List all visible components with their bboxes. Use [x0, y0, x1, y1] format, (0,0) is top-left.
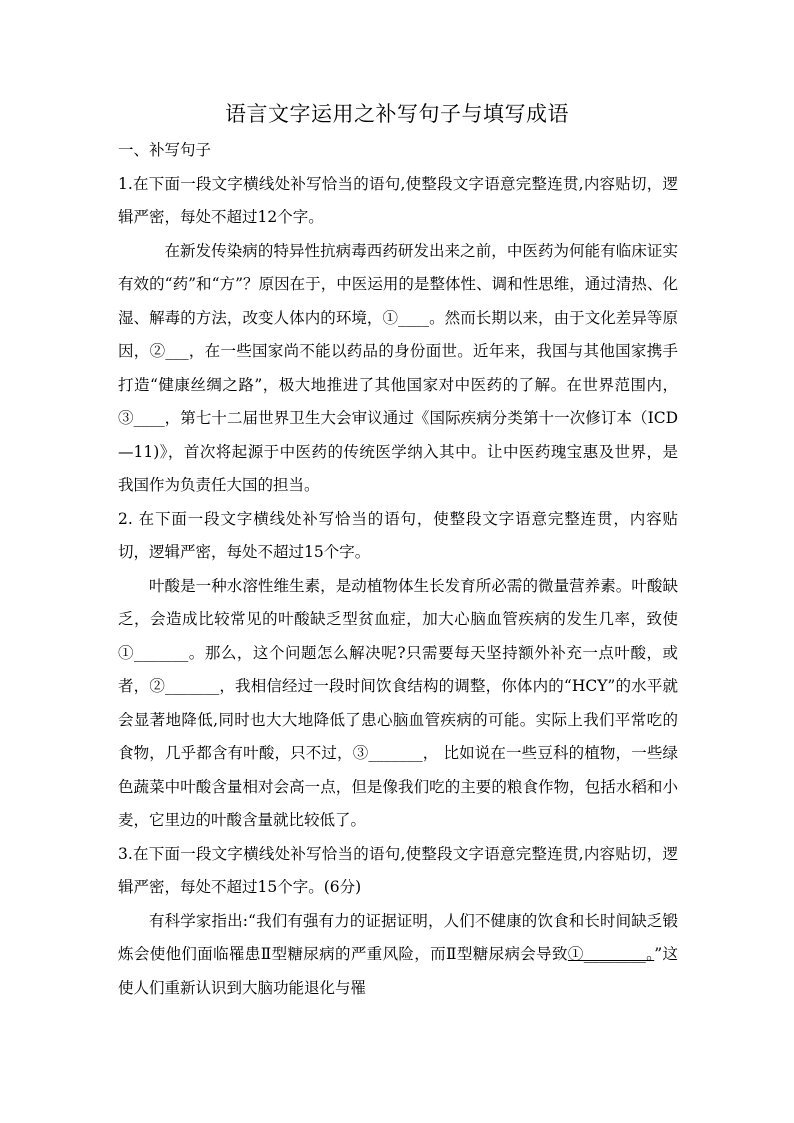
question-3-text-after: ”这使人们重新认识到大脑功能退化与罹 [118, 945, 678, 997]
page-title: 语言文字运用之补写句子与填写成语 [225, 102, 569, 126]
question-3-text-before: 有科学家指出:“我们有强有力的证据证明，人们不健康的饮食和长时间缺乏锻炼会使他们面临罹患Ⅱ型糖尿病的严重风险，而Ⅱ型糖尿病会导致 [118, 911, 678, 963]
question-1-passage: 在新发传染病的特异性抗病毒西药研发出来之前，中医药为何能有临床证实有效的“药”和“方”？原因在于，中医运用的是整体性、调和性思维，通过清热、化湿、解毒的方法，改变人体内的环境，①____。然而长期以来，由于文化差异等原因，②___，在一些国家尚不能以药品的身份面世。近年来，我国与其他国家携手打造“健康丝绸之路”，极大地推进了其他国家对中医药的了解。在世界范围内，③____，第七十二届世界卫生大会审议通过《国际疾病分类第十一次修订本（ICD—11)》，首次将起源于中医药的传统医学纳入其中。让中医药瑰宝惠及世界，是我国作为负责任大国的担当。 [118, 241, 678, 494]
section-heading: 一、补写句子 [118, 141, 212, 159]
question-2-passage: 叶酸是一种水溶性维生素，是动植物体生长发育所必需的微量营养素。叶酸缺乏，会造成比较常见的叶酸缺乏型贫血症，加大心脑血管疾病的发生几率，致使①_______。那么，这个问题怎么解决呢?只需要每天坚持额外补充一点叶酸，或者，②_______，我相信经过一段时间饮食结构的调整，你体内的“HCY”的水平就会显著地降低,同时也大大地降低了患心脑血管疾病的可能。实际上我们平常吃的食物，几乎都含有叶酸，只不过，③_______， 比如说在一些豆科的植物，一些绿色蔬菜中叶酸含量相对会高一点，但是像我们吃的主要的粮食作物，包括水稻和小麦，它里边的叶酸含量就比较低了。 [118, 576, 678, 829]
question-1-prompt: 1.在下面一段文字横线处补写恰当的语句,使整段文字语意完整连贯,内容贴切，逻辑严密，每处不超过12个字。 [118, 174, 678, 226]
question-3-passage [118, 905, 678, 1006]
document-body [118, 134, 678, 1005]
question-2-prompt: 2. 在下面一段文字横线处补写恰当的语句，使整段文字语意完整连贯，内容贴切，逻辑严密，每处不超过15个字。 [118, 509, 678, 561]
question-3-prompt: 3.在下面一段文字横线处补写恰当的语句,使整段文字语意完整连贯,内容贴切，逻辑严密，每处不超过15个字。(6分) [118, 844, 678, 896]
question-3-blank: ①________。 [567, 945, 655, 963]
